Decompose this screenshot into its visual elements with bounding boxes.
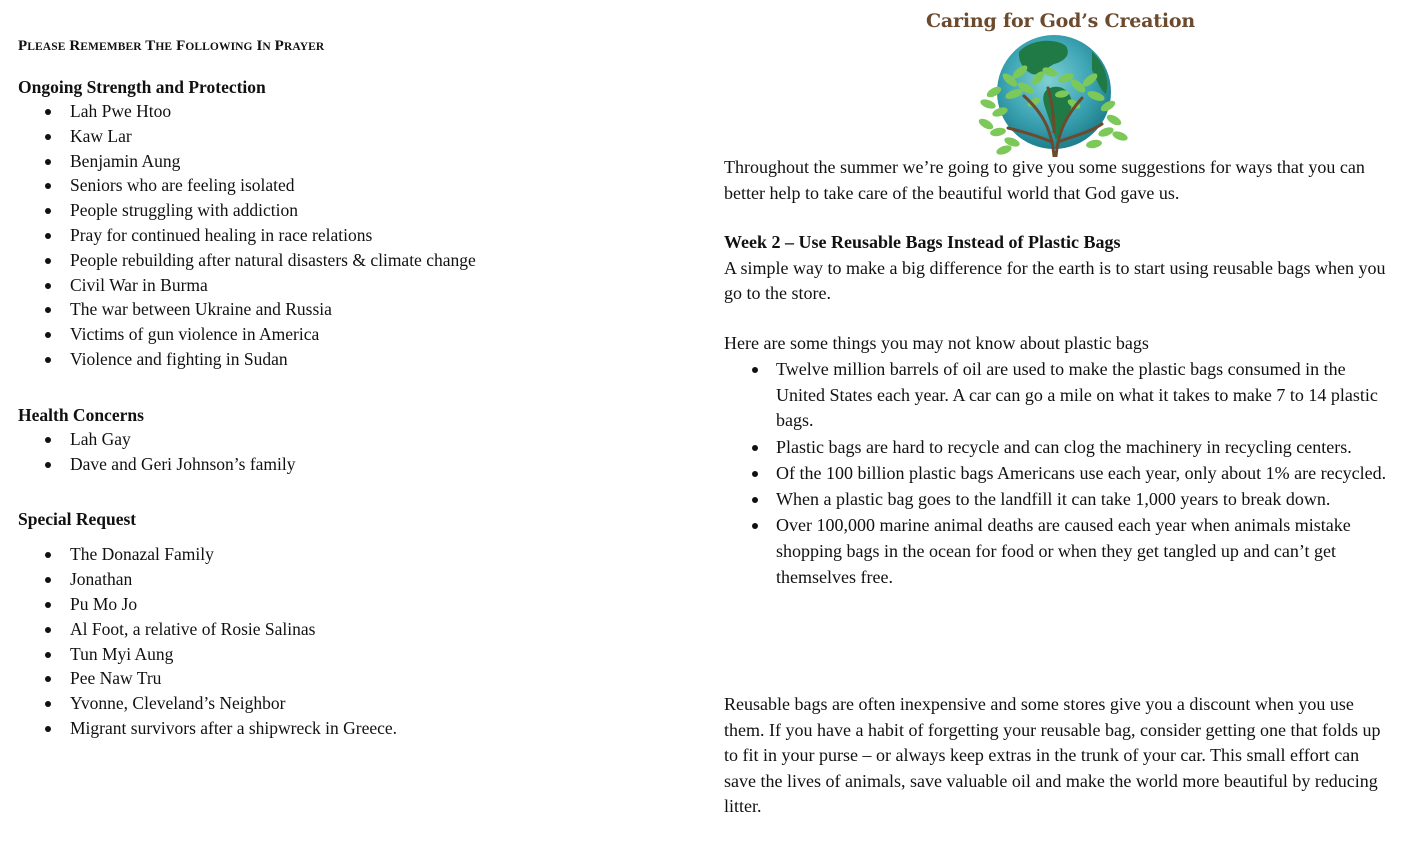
list-item: Violence and fighting in Sudan xyxy=(18,347,578,372)
list-item: Pu Mo Jo xyxy=(18,592,578,617)
list-item: People rebuilding after natural disasters & climate change xyxy=(18,248,578,273)
logo-title: Caring for God’s Creation xyxy=(926,10,1195,32)
section-health-concerns xyxy=(18,403,578,477)
fact-item: Over 100,000 marine animal deaths are caused each year when animals mistake shopping bags in the ocean for food or when they get tangled up and can’t get themselves free. xyxy=(724,513,1394,590)
facts-list xyxy=(724,357,1394,591)
list-item: Civil War in Burma xyxy=(18,273,578,298)
fact-item: Twelve million barrels of oil are used to make the plastic bags consumed in the United States each year. A car can go a mile on what it takes to make 7 to 14 plastic bags. xyxy=(724,357,1394,434)
heading-word: FOLLOWING xyxy=(176,38,253,54)
list-item: Victims of gun violence in America xyxy=(18,322,578,347)
list-item: Seniors who are feeling isolated xyxy=(18,173,578,198)
list-item: Pee Naw Tru xyxy=(18,666,578,691)
facts-intro: Here are some things you may not know about plastic bags xyxy=(724,333,1149,353)
prayer-list xyxy=(18,99,578,372)
list-item: Kaw Lar xyxy=(18,124,578,149)
list-item: Tun Myi Aung xyxy=(18,642,578,667)
heading-word: REMEMBER xyxy=(69,38,142,54)
prayer-heading xyxy=(18,38,578,57)
section-title: Special Request xyxy=(18,509,137,530)
list-item: Benjamin Aung xyxy=(18,149,578,174)
week-section xyxy=(724,230,1394,307)
list-item: Lah Pwe Htoo xyxy=(18,99,578,124)
list-item: Dave and Geri Johnson’s family xyxy=(18,452,578,477)
closing-paragraph: Reusable bags are often inexpensive and some stores give you a discount when you use them. If you have a habit of forgetting your reusable bag, consider getting one that folds up to fit in your purse – or always keep extras in the trunk of your car. This small effort can save the lives of animals, save valuable oil and make the world more beautiful by reducing litter. xyxy=(724,694,1381,816)
heading-word: PRAYER xyxy=(274,38,325,54)
section-title: Health Concerns xyxy=(18,404,144,425)
list-item: The war between Ukraine and Russia xyxy=(18,297,578,322)
list-item: Al Foot, a relative of Rosie Salinas xyxy=(18,617,578,642)
list-item: Yvonne, Cleveland’s Neighbor xyxy=(18,691,578,716)
week-title: Week 2 – Use Reusable Bags Instead of Plastic Bags xyxy=(724,232,1121,252)
section-title: Ongoing Strength and Protection xyxy=(18,77,266,97)
list-item: People struggling with addiction xyxy=(18,198,578,223)
fact-item: When a plastic bag goes to the landfill it can take 1,000 years to break down. xyxy=(724,487,1394,513)
prayer-list xyxy=(18,427,578,477)
heading-word: PLEASE xyxy=(18,38,66,54)
fact-item: Of the 100 billion plastic bags Americans use each year, only about 1% are recycled. xyxy=(724,461,1394,487)
prayer-list xyxy=(18,542,578,740)
list-item: Jonathan xyxy=(18,567,578,592)
fact-item: Plastic bags are hard to recycle and can clog the machinery in recycling centers. xyxy=(724,435,1394,461)
globe-tree-icon xyxy=(974,32,1134,157)
heading-word: THE xyxy=(145,38,173,54)
section-ongoing-strength xyxy=(18,75,578,372)
list-item: The Donazal Family xyxy=(18,542,578,567)
week-text: A simple way to make a big difference for the earth is to start using reusable bags when you go to the store. xyxy=(724,257,1386,303)
intro-paragraph: Throughout the summer we’re going to give you some suggestions for ways that you can better help to take care of the beautiful world that God gave us. xyxy=(724,157,1365,203)
list-item: Pray for continued healing in race relations xyxy=(18,223,578,248)
prayer-column xyxy=(18,38,578,741)
caring-logo xyxy=(914,6,1195,156)
section-special-request xyxy=(18,507,578,740)
list-item: Migrant survivors after a shipwreck in Greece. xyxy=(18,716,578,741)
heading-word: IN xyxy=(256,38,271,54)
list-item: Lah Gay xyxy=(18,427,578,452)
